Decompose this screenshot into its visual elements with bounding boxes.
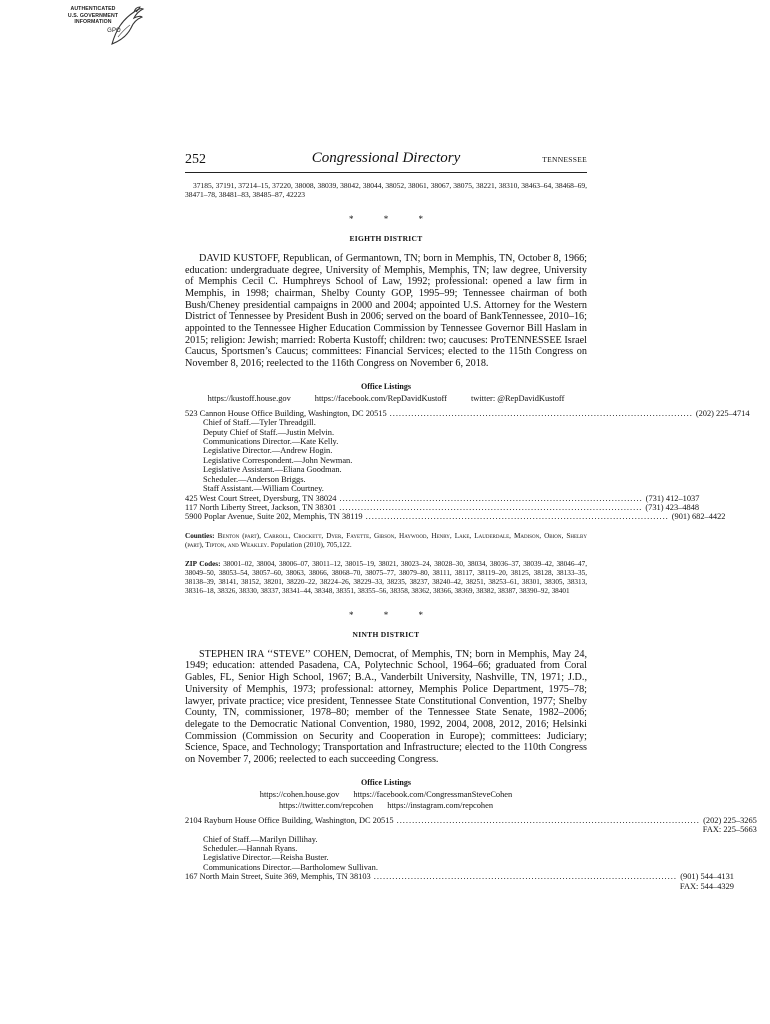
office-phone xyxy=(703,816,757,835)
counties-label: Counties: xyxy=(185,531,215,540)
office-fax-number: FAX: 225–5663 xyxy=(702,825,757,835)
website-link[interactable]: https://cohen.house.gov xyxy=(259,789,340,799)
staff-entry: Legislative Director.—Reisha Buster. xyxy=(203,853,329,863)
office-links-row-1 xyxy=(185,789,587,800)
office-address: 2104 Rayburn House Office Building, Washington, DC 20515 xyxy=(185,815,394,825)
staff-entry: Scheduler.—Hannah Ryans. xyxy=(203,843,298,853)
counties-list: Benton (part), Carroll, Crockett, Dyer, Fayette, Gibson, Haywood, Henry, Lake, Lauderdale, Madison, Obion, Shelby (part), Tipton, and Weakley. xyxy=(185,531,587,549)
district-office xyxy=(185,872,734,891)
gpo-line-1: AUTHENTICATED xyxy=(70,6,116,12)
gpo-authentication-stamp xyxy=(62,4,146,48)
facebook-link[interactable]: https://facebook.com/RepDavidKustoff xyxy=(314,393,447,403)
district-office xyxy=(185,493,700,503)
eagle-icon xyxy=(108,4,144,46)
staff-entry: Communications Director.—Bartholomew Sullivan. xyxy=(203,862,378,872)
facebook-link[interactable]: https://facebook.com/CongressmanSteveCohen xyxy=(353,789,513,799)
staff-entry: Legislative Assistant.—Eliana Goodman. xyxy=(203,465,342,475)
staff-entry: Legislative Director.—Andrew Hogin. xyxy=(203,446,333,456)
zip-codes-paragraph xyxy=(185,560,587,596)
district-office xyxy=(185,502,700,512)
section-separator: * * * xyxy=(349,213,437,224)
staff-list xyxy=(185,418,587,493)
office-phone: (901) 682–4422 xyxy=(671,512,726,522)
dc-office xyxy=(185,408,750,418)
office-address: 117 North Liberty Street, Jackson, TN 38301 xyxy=(185,502,337,512)
state-heading: TENNESSEE xyxy=(542,155,587,164)
office-phone: (202) 225–4714 xyxy=(695,408,750,418)
staff-entry: Scheduler.—Anderson Briggs. xyxy=(203,474,306,484)
gpo-line-2: U.S. GOVERNMENT xyxy=(67,12,119,19)
office-phone-number: (202) 225–3265 xyxy=(703,815,757,825)
page-title: Congressional Directory xyxy=(311,150,461,166)
office-phone: (731) 412–1037 xyxy=(645,493,700,503)
office-fax-number: FAX: 544–4329 xyxy=(679,881,734,891)
staff-list xyxy=(185,835,587,873)
member-bio-kustoff: DAVID KUSTOFF, Republican, of Germantown, TN; born in Memphis, TN, October 8, 1966; education: undergraduate degree, University of Memphis, Memphis, TN; law degree, University of Memphis Cecil C. Humphreys School of Law, 1992; professional: opened a law firm in Memphis, in 1998; chairman, Shelby County GOP, 1995–99; Tennessee chairman of both Bush/Cheney presidential campaigns in 2000 and 2004; appointed U.S. Attorney for the Western District of Tennessee by President Bush in 2006; served on the board of BankTennessee, 2010–16; appointed to the Tennessee Higher Education Commission by Tennessee Governor Bill Haslam in 2015; religion: Jewish; married: Roberta Kustoff; children: two; caucuses: ProTENNESSEE Israel Caucus, Sportsmen’s Caucus; committees: Financial Services; elected to the 115th Congress on November 8, 2016; reelected to the 116th Congress on November 6, 2018. xyxy=(185,252,587,370)
office-links-row-2 xyxy=(185,800,587,811)
instagram-link[interactable]: https://instagram.com/repcohen xyxy=(387,800,494,810)
office-address: 425 West Court Street, Dyersburg, TN 38024 xyxy=(185,493,337,503)
running-head xyxy=(185,150,587,173)
dot-leader: .................................................................................................. xyxy=(373,872,677,882)
dot-leader: .................................................................................................. xyxy=(396,815,700,825)
office-listings-title: Office Listings xyxy=(361,381,411,391)
office-address: 523 Cannon House Office Building, Washington, DC 20515 xyxy=(185,408,387,418)
office-address: 5900 Poplar Avenue, Suite 202, Memphis, TN 38119 xyxy=(185,512,363,522)
office-listings-title: Office Listings xyxy=(361,777,411,787)
dot-leader: .................................................................................................. xyxy=(365,512,669,522)
zip-codes-list: 38001–02, 38004, 38006–07, 38011–12, 38015–19, 38021, 38023–24, 38028–30, 38034, 38036–37, 38039–42, 38046–47, 38049–50, 38053–54, 38057–60, 38063, 38066, 38068–70, 38075–77, 38079–80, 38111, 38117, 38119–20, 38125, 38128, 38133–35, 38138–39, 38141, 38152, 38201, 38220–22, 38224–26, 38229–33, 38235, 38237, 38240–42, 38251, 38253–61, 38301, 38305, 38313, 38316–18, 38326, 38330, 38337, 38341–44, 38348, 38351, 38355–56, 38358, 38362, 38366, 38369, 38382, 38387, 38390–92, 38401 xyxy=(185,559,588,595)
website-link[interactable]: https://kustoff.house.gov xyxy=(207,393,291,403)
office-address: 167 North Main Street, Suite 369, Memphis, TN 38103 xyxy=(185,872,371,882)
district-heading-ninth: NINTH DISTRICT xyxy=(352,629,420,639)
district-heading-eighth: EIGHTH DISTRICT xyxy=(349,233,423,243)
dot-leader: .................................................................................................. xyxy=(389,408,693,418)
gpo-line-3: INFORMATION xyxy=(74,19,112,26)
twitter-link[interactable]: https://twitter.com/repcohen xyxy=(278,800,374,810)
dot-leader: .................................................................................................. xyxy=(339,502,643,512)
population: Population (2010), 705,122. xyxy=(270,540,352,549)
zip-codes-label: ZIP Codes: xyxy=(185,559,221,568)
district-office xyxy=(185,512,726,522)
counties-paragraph xyxy=(185,532,587,550)
office-phone xyxy=(680,872,734,891)
dc-office xyxy=(185,815,757,835)
staff-entry: Communications Director.—Kate Kelly. xyxy=(203,437,339,447)
staff-entry: Staff Assistant.—William Courtney. xyxy=(203,484,324,494)
office-list xyxy=(185,408,750,522)
member-bio-cohen: STEPHEN IRA ‘‘STEVE’’ COHEN, Democrat, of Memphis, TN; born in Memphis, May 24, 1949; education: attended Pasadena, CA, Polytechnic School, 1964–66; graduated from Coral Gables, FL, Senior High School, 1967; B.A., Vanderbilt University, Nashville, TN, 1971; J.D., University of Memphis, 1973; professional: attorney, Memphis Police Department, 1975–78; lawyer, private practice; vice president, Tennessee State Constitutional Convention, 1977; Shelby County, TN, commissioner, 1978–80; member of the Tennessee State Senate, 1982–2006; delegate to the Democratic National Convention, 1980, 1992, 2004, 2008, 2012, 2016; Helsinki Commission (Commission on Security and Cooperation in Europe); committees: Judiciary; Science, Space, and Technology; Transportation and Infrastructure; elected to the 110th Congress on November 7, 2006; reelected to each succeeding Congress. xyxy=(185,648,587,766)
staff-entry: Chief of Staff.—Marilyn Dillihay. xyxy=(203,834,318,844)
staff-entry: Legislative Correspondent.—John Newman. xyxy=(203,455,353,465)
office-list xyxy=(185,815,757,891)
staff-entry: Chief of Staff.—Tyler Threadgill. xyxy=(203,418,316,428)
dot-leader: .................................................................................................. xyxy=(339,493,643,503)
office-phone: (731) 423–4848 xyxy=(645,502,700,512)
page-number: 252 xyxy=(185,152,206,167)
office-phone-number: (901) 544–4131 xyxy=(680,872,734,882)
office-links xyxy=(185,393,587,404)
section-separator: * * * xyxy=(349,609,437,620)
gpo-line-4: GPO xyxy=(107,27,121,34)
prior-district-zip-codes: 37185, 37191, 37214–15, 37220, 38008, 38039, 38042, 38044, 38052, 38061, 38067, 38075, 38221, 38310, 38463–64, 38468–69, 38471–78, 38481–83, 38485–87, 42223 xyxy=(185,181,587,200)
directory-page xyxy=(185,150,757,891)
staff-entry: Deputy Chief of Staff.—Justin Melvin. xyxy=(203,427,335,437)
twitter-link[interactable]: twitter: @RepDavidKustoff xyxy=(470,393,565,403)
